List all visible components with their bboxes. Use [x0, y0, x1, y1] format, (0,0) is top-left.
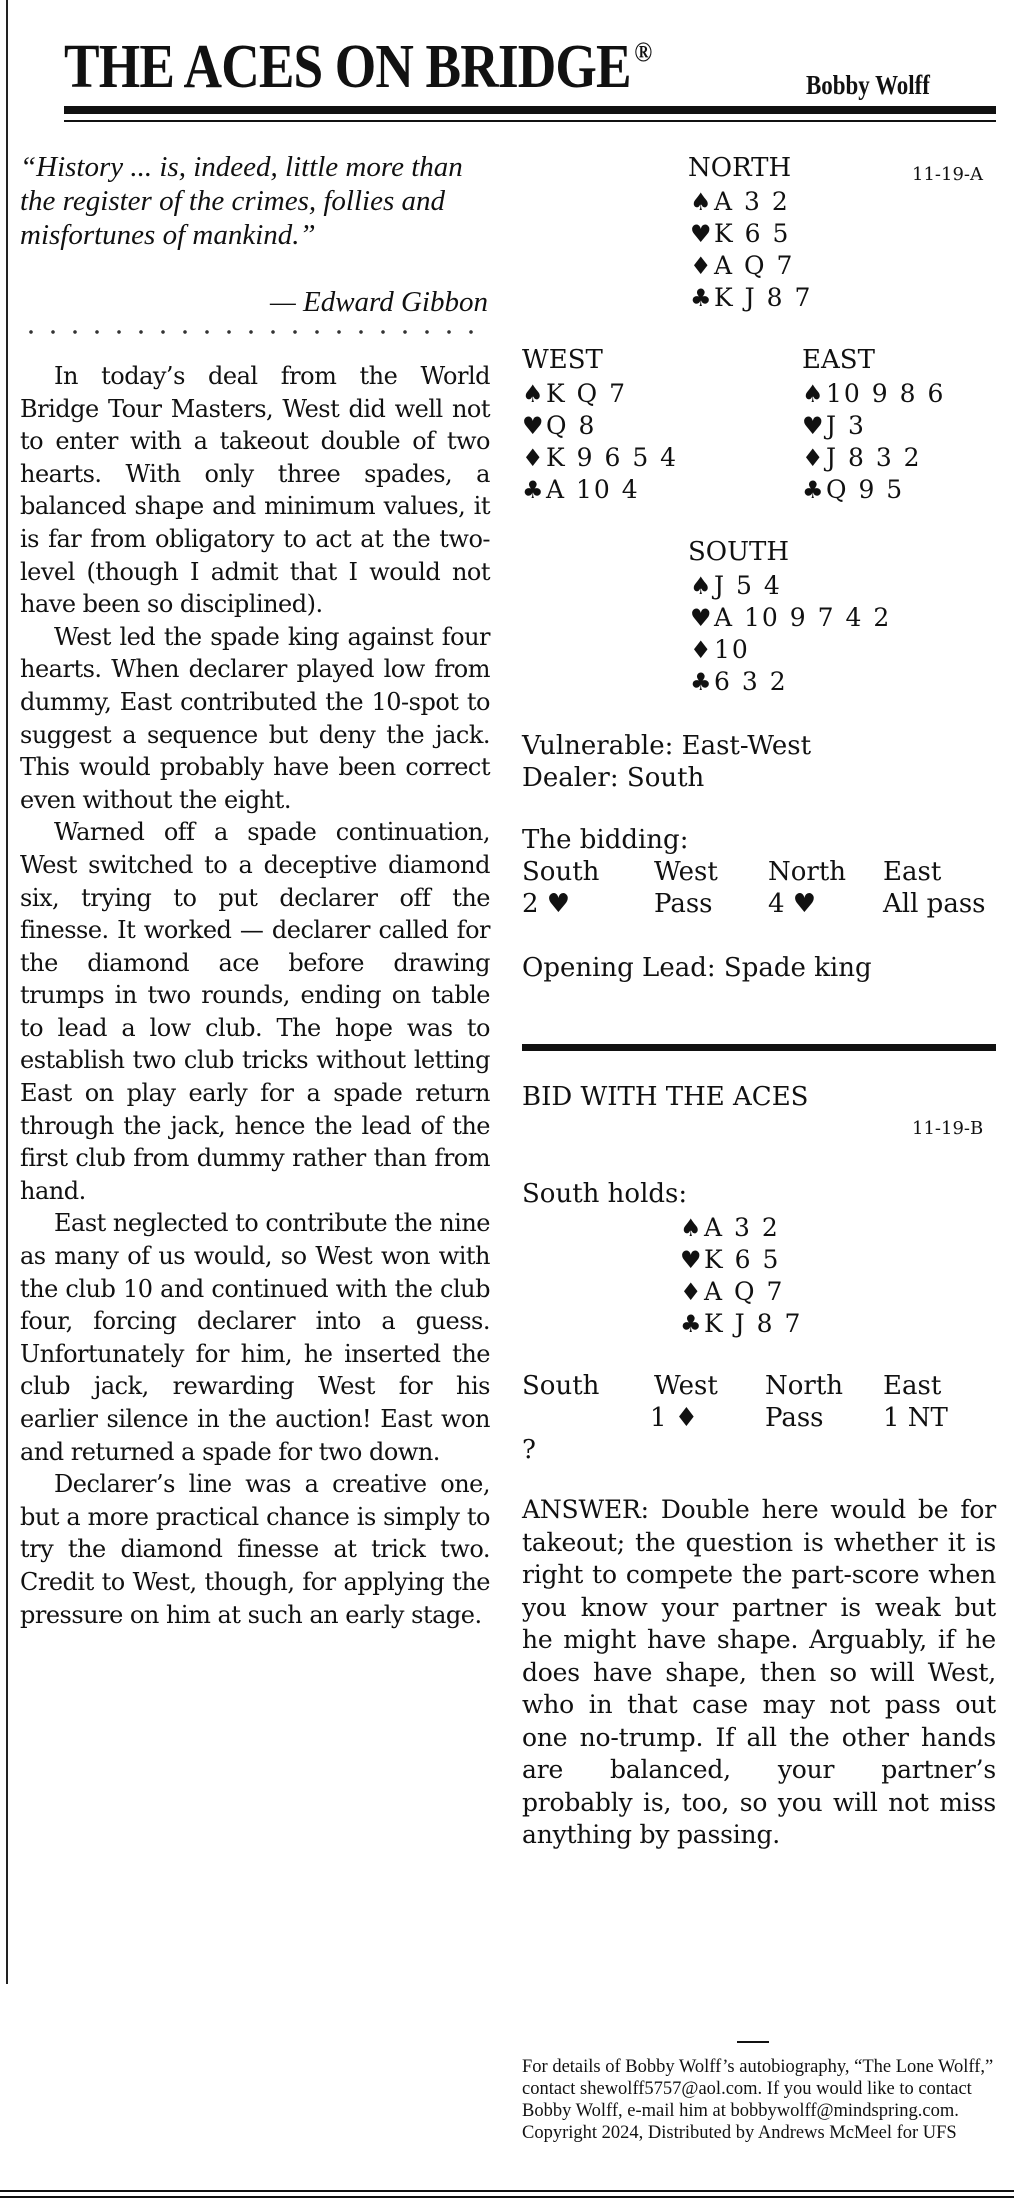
dotted-divider [20, 322, 490, 342]
quiz-bid-north: Pass [765, 1403, 824, 1433]
bottom-rule [0, 2196, 1014, 2198]
heart-icon: ♥ [802, 412, 824, 440]
spade-icon: ♠ [680, 1214, 702, 1242]
bid-north: 4 ♥ [768, 889, 817, 919]
north-clubs: ♣K J 8 7 [690, 283, 813, 312]
club-icon: ♣ [522, 476, 544, 504]
north-hearts: ♥K 6 5 [690, 219, 791, 248]
bid-west: Pass [654, 889, 713, 919]
masthead-rule-thin [64, 120, 996, 122]
diamond-icon: ♦ [690, 252, 712, 280]
spade-icon: ♠ [802, 380, 824, 408]
opening-lead: Opening Lead: Spade king [522, 953, 872, 983]
masthead-title: THE ACES ON BRIDGE ® [64, 33, 652, 101]
bid-with-aces-title: BID WITH THE ACES [522, 1082, 809, 1112]
byline: Bobby Wolff [806, 70, 930, 100]
holds-clubs: ♣K J 8 7 [680, 1309, 803, 1338]
article-paragraph: In today’s deal from the World Bridge Tour Masters, West did well not to enter with a takeout double of two hearts. With only three spades, a balanced shape and minimum values, it is far from obligatory to act at the two-level (though I admit that I would not have been so disciplined). [20, 362, 490, 619]
south-hearts: ♥A 10 9 7 4 2 [690, 603, 892, 632]
north-diamonds: ♦A Q 7 [690, 251, 795, 280]
section-rule [522, 1044, 996, 1051]
west-hearts: ♥Q 8 [522, 411, 597, 440]
bidding-header-west: West [654, 857, 718, 887]
bid-south: 2 ♥ [522, 889, 571, 919]
club-icon: ♣ [802, 476, 824, 504]
south-holds-label: South holds: [522, 1179, 688, 1209]
heart-icon: ♥ [522, 412, 544, 440]
quiz-header-south: South [522, 1371, 600, 1401]
bid-code: 11-19-B [912, 1118, 984, 1139]
east-clubs: ♣Q 9 5 [802, 475, 905, 504]
spade-icon: ♠ [690, 572, 712, 600]
west-label: WEST [522, 345, 603, 375]
quiz-bid-east: 1 NT [883, 1403, 948, 1433]
article-paragraph: East neglected to contribute the nine as many of us would, so West won with the club 10 and continued with the club four, forcing declarer into a guess. Unfortunately for him, he inserted the club jack, rewarding West for his earlier silence in the auction! East won and returned a spade for two down. [20, 1209, 490, 1466]
diamond-icon: ♦ [802, 444, 824, 472]
north-label: NORTH [688, 153, 792, 183]
east-diamonds: ♦J 8 3 2 [802, 443, 922, 472]
quiz-header-east: East [883, 1371, 942, 1401]
club-icon: ♣ [680, 1310, 702, 1338]
club-icon: ♣ [690, 284, 712, 312]
south-label: SOUTH [688, 537, 790, 567]
north-spades: ♠A 3 2 [690, 187, 790, 216]
quote-text: “History ... is, indeed, little more than the register of the crimes, follies and misfortunes of mankind.” [20, 151, 463, 251]
bidding-header-south: South [522, 857, 600, 887]
article-body [20, 360, 490, 1631]
deal-code: 11-19-A [912, 164, 983, 185]
bid-east: All pass [883, 889, 986, 919]
diamond-icon: ♦ [680, 1278, 702, 1306]
quiz-bid-west: 1 ♦ [650, 1403, 699, 1433]
heart-icon: ♥ [690, 604, 712, 632]
east-label: EAST [802, 345, 875, 375]
bottom-rule [0, 2190, 1014, 2192]
footer-copyright: Copyright 2024, Distributed by Andrews McMeel for UFS [522, 2123, 957, 2143]
masthead-rule-thick [64, 106, 996, 114]
quote-author: — Edward Gibbon [269, 286, 488, 318]
footer-rule [737, 2041, 769, 2043]
south-diamonds: ♦10 [690, 635, 750, 664]
bidding-header-north: North [768, 857, 847, 887]
quiz-header-north: North [765, 1371, 844, 1401]
quiz-question-mark: ? [522, 1435, 536, 1465]
article-paragraph: Declarer’s line was a creative one, but a more practical chance is simply to try the diamond finesse at trick two. Credit to West, though, for applying the pressure on him at such an early stage. [20, 1470, 490, 1629]
diamond-icon: ♦ [522, 444, 544, 472]
article-paragraph: West led the spade king against four hearts. When declarer played low from dummy, East contributed the 10-spot to suggest a sequence but deny the jack. This would probably have been correct even without the eight. [20, 622, 490, 814]
spade-icon: ♠ [690, 188, 712, 216]
east-hearts: ♥J 3 [802, 411, 866, 440]
dealer-line: Dealer: South [522, 763, 705, 793]
holds-diamonds: ♦A Q 7 [680, 1277, 785, 1306]
vulnerable-line: Vulnerable: East-West [522, 731, 812, 761]
bidding-header-east: East [883, 857, 942, 887]
west-clubs: ♣A 10 4 [522, 475, 640, 504]
east-spades: ♠10 9 8 6 [802, 379, 946, 408]
heart-icon: ♥ [690, 220, 712, 248]
answer-text: ANSWER: Double here would be for takeout; the question is whether it is right to compete the part-score when you know your partner is weak but he might have shape. Arguably, if he does have shape, then so will West, who in that case may not pass out one no-trump. If all the other hands are balanced, your partner’s probably is, too, so you will not miss anything by passing. [522, 1495, 996, 1849]
footer [522, 2056, 996, 2144]
article-paragraph: Warned off a spade continuation, West switched to a deceptive diamond six, trying to put declarer off the finesse. It worked — declarer called for the diamond ace before drawing trumps in two rounds, ending on table to lead a low club. The hope was to establish two club tricks without letting East on play early for a spade return through the jack, hence the lead of the first club from dummy rather than from hand. [20, 818, 490, 1205]
quiz-header-west: West [654, 1371, 718, 1401]
spade-icon: ♠ [522, 380, 544, 408]
bidding-label: The bidding: [522, 825, 689, 855]
heart-icon: ♥ [680, 1246, 702, 1274]
club-icon: ♣ [690, 668, 712, 696]
left-column-rule [6, 0, 8, 1984]
south-spades: ♠J 5 4 [690, 571, 782, 600]
west-spades: ♠K Q 7 [522, 379, 627, 408]
footer-contact: For details of Bobby Wolff’s autobiography, “The Lone Wolff,” contact shewolff5757@aol.com. If you would like to contact Bobby Wolff, e-mail him at bobbywolff@mindspring.com. [522, 2057, 994, 2121]
diamond-icon: ♦ [690, 636, 712, 664]
registered-mark: ® [634, 37, 652, 68]
holds-spades: ♠A 3 2 [680, 1213, 780, 1242]
south-clubs: ♣6 3 2 [690, 667, 788, 696]
west-diamonds: ♦K 9 6 5 4 [522, 443, 679, 472]
holds-hearts: ♥K 6 5 [680, 1245, 781, 1274]
